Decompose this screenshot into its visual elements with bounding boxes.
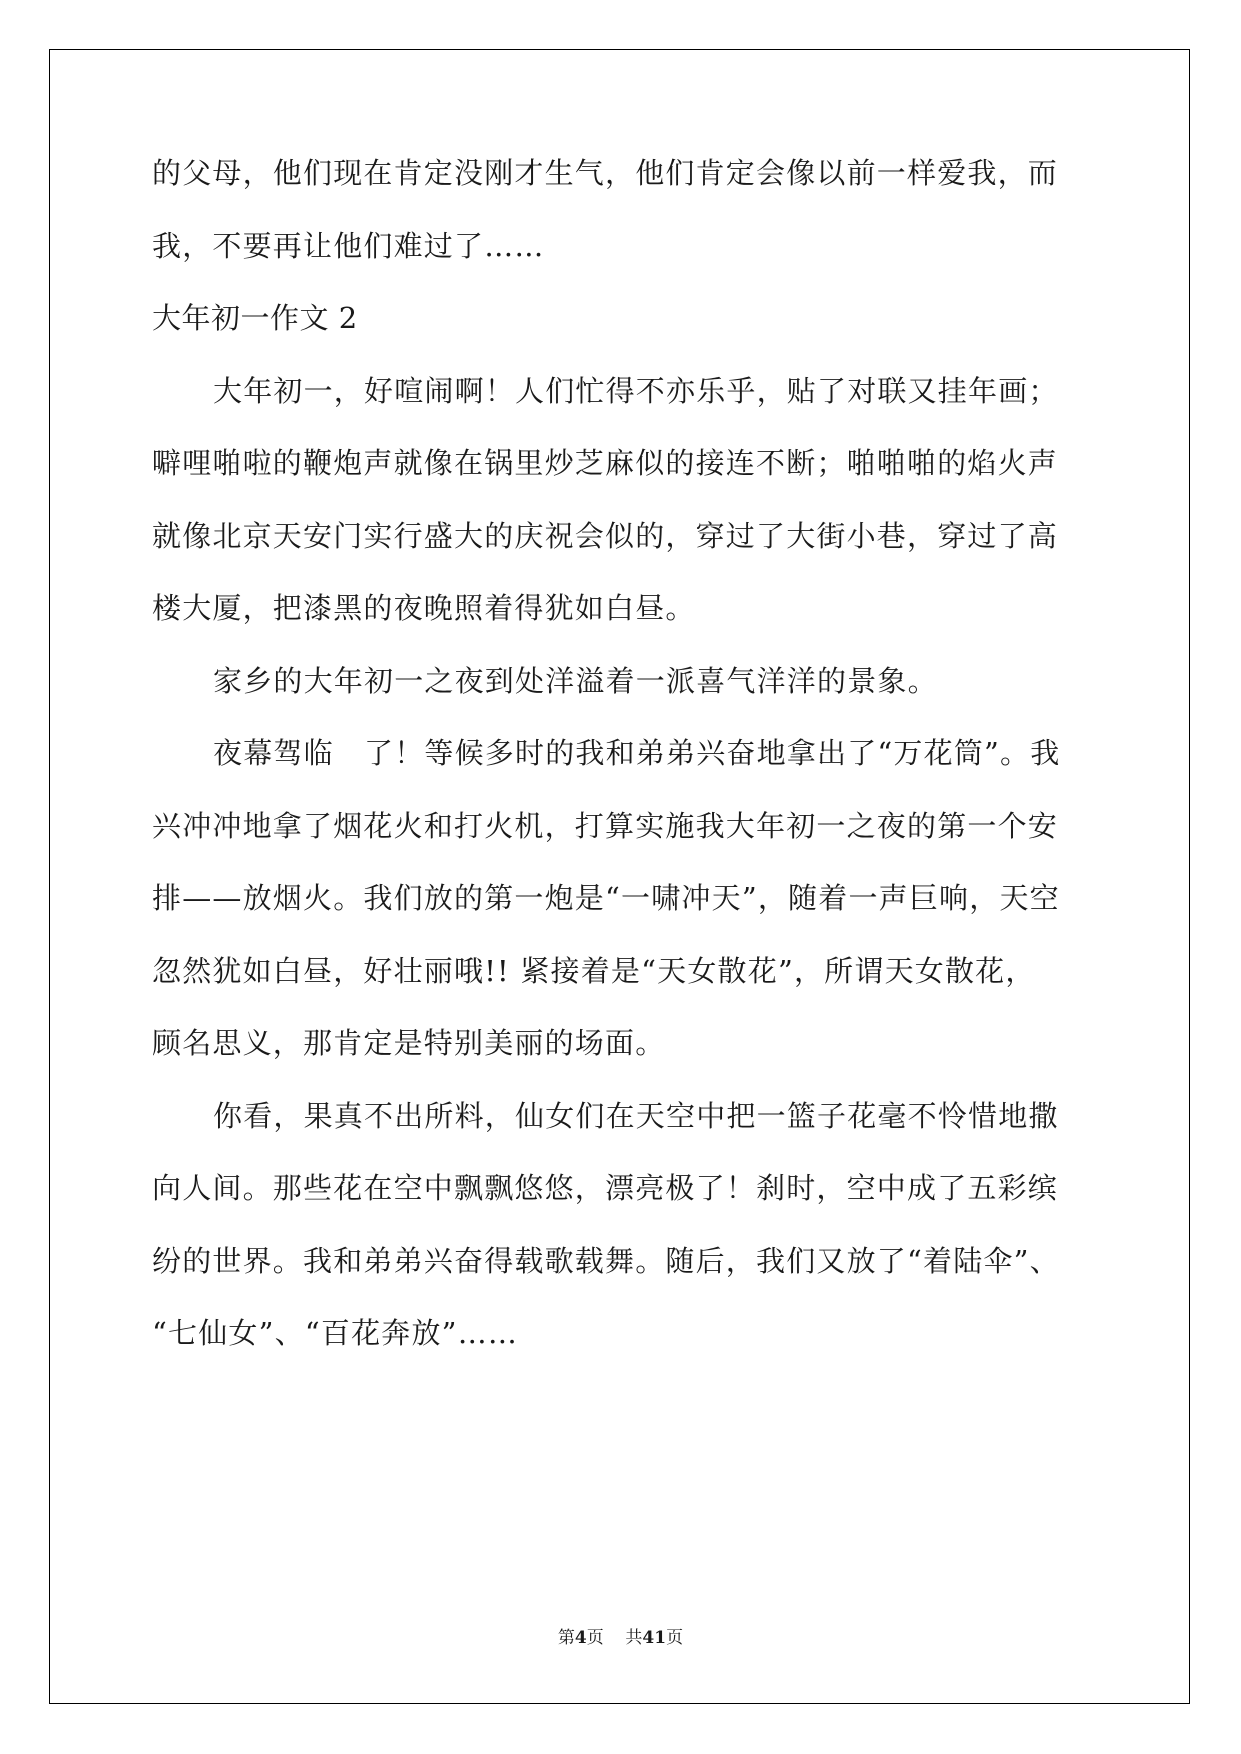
total-prefix: 共 (625, 1628, 643, 1648)
page-footer (0, 1627, 1241, 1649)
body-text-line: 顾名思义，那肯定是特别美丽的场面。 (152, 1026, 666, 1060)
body-text-line: 大年初一，好喧闹啊！人们忙得不亦乐乎，贴了对联又挂年画； (213, 374, 1059, 408)
body-text-line: 的父母，他们现在肯定没刚才生气，他们肯定会像以前一样爱我，而 (152, 156, 1059, 190)
body-text-line: 向人间。那些花在空中飘飘悠悠，漂亮极了！刹时，空中成了五彩缤 (152, 1171, 1059, 1205)
total-pages: 41 (642, 1628, 667, 1648)
body-text-line: 夜幕驾临 了！等候多时的我和弟弟兴奋地拿出了“万花筒”。我 (213, 736, 1061, 770)
body-text-line: 纷的世界。我和弟弟兴奋得载歌载舞。随后，我们又放了“着陆伞”、 (152, 1244, 1060, 1278)
body-text-line: 忽然犹如白昼，好壮丽哦!! 紧接着是“天女散花”，所谓天女散花， (152, 954, 1036, 988)
page-prefix: 第 (557, 1628, 575, 1648)
total-suffix: 页 (666, 1628, 684, 1648)
page-suffix: 页 (586, 1628, 604, 1648)
body-text-line: 你看，果真不出所料，仙女们在天空中把一篮子花毫不怜惜地撒 (213, 1099, 1059, 1133)
body-text-line: 噼哩啪啦的鞭炮声就像在锅里炒芝麻似的接连不断；啪啪啪的焰火声 (152, 446, 1059, 480)
section-heading: 大年初一作文 2 (152, 301, 358, 335)
body-text-line: “七仙女”、“百花奔放”…… (152, 1316, 519, 1350)
body-text-line: 家乡的大年初一之夜到处洋溢着一派喜气洋洋的景象。 (213, 664, 938, 698)
body-text-line: 我，不要再让他们难过了…… (152, 229, 545, 263)
page-number: 4 (574, 1628, 587, 1648)
page-border (49, 49, 1190, 1704)
body-text-line: 兴冲冲地拿了烟花火和打火机，打算实施我大年初一之夜的第一个安 (152, 809, 1059, 843)
body-text-line: 排——放烟火。我们放的第一炮是“一啸冲天”，随着一声巨响，天空 (152, 881, 1060, 915)
body-text-line: 就像北京天安门实行盛大的庆祝会似的，穿过了大街小巷，穿过了高 (152, 519, 1059, 553)
body-text-line: 楼大厦，把漆黑的夜晚照着得犹如白昼。 (152, 591, 696, 625)
